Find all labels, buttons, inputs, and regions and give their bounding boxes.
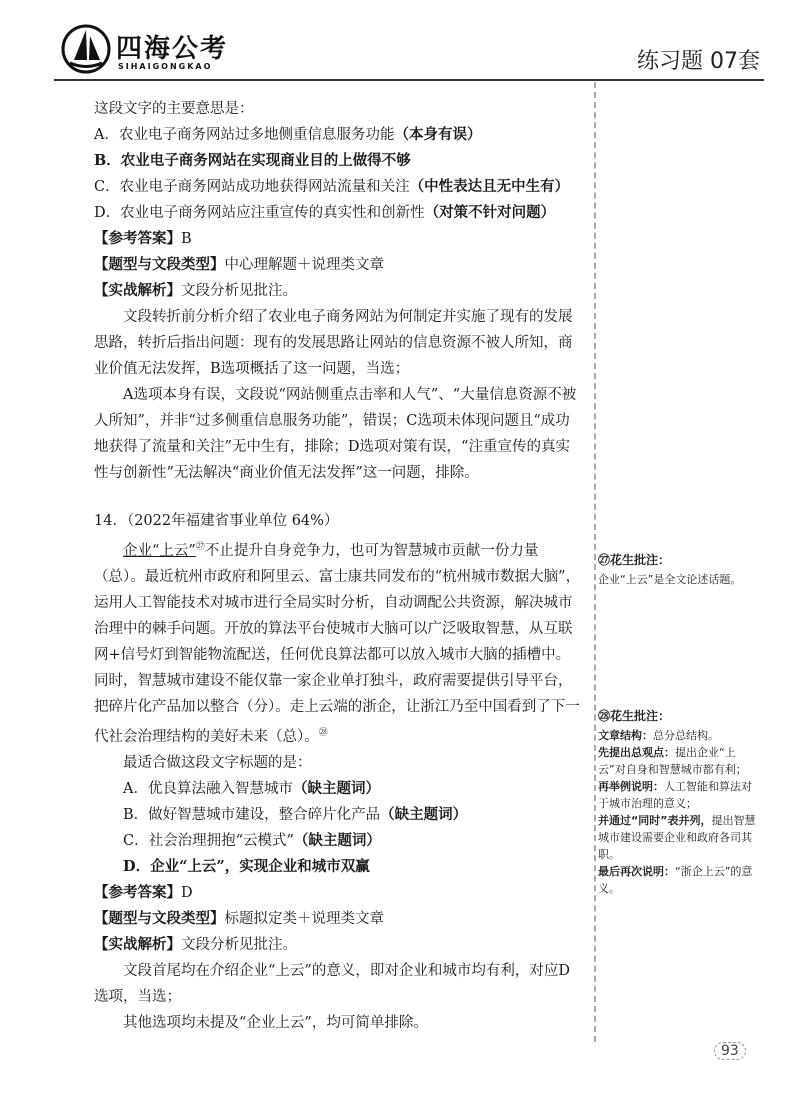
note-28-line: 先提出总观点：提出企业“上云”对自身和智慧城市都有利； bbox=[598, 746, 747, 776]
annotation-mark-28: ㉘ bbox=[318, 727, 328, 738]
q13-option-c: C．农业电子商务网站成功地获得网站流量和关注（中性表达且无中生有） bbox=[94, 178, 570, 195]
sailboat-logo-icon bbox=[60, 22, 112, 76]
note-28-line: 再举例说明：人工智能和算法对于城市治理的意义； bbox=[598, 780, 752, 810]
margin-note-28 bbox=[598, 708, 756, 897]
note-27-heading: ㉗花生批注： bbox=[598, 553, 671, 567]
q13-stem: 这段文字的主要意思是： bbox=[94, 101, 254, 117]
brand-logo bbox=[60, 22, 250, 80]
q13-option-d: D．农业电子商务网站应注重宣传的真实性和创新性（对策不针对问题） bbox=[94, 204, 556, 221]
logo-english-name: SIHAIGONGKAO bbox=[118, 62, 213, 71]
q14-option-b: B．做好智慧城市建设，整合碎片化产品（缺主题词） bbox=[123, 805, 468, 823]
margin-note-27 bbox=[598, 552, 756, 588]
note-27-body: 企业“上云”是全文论述话题。 bbox=[598, 573, 742, 586]
q13-analysis-para-1: 文段转折前分析介绍了农业电子商务网站为何制定并实施了现有的发展思路，转折后指出问题：现有的发展思路让网站的信息资源不被人所知，商业价值无法发挥，B选项概括了这一问题，当选； bbox=[94, 309, 573, 377]
q14-option-c: C．社会治理拥抱“云模式”（缺主题词） bbox=[123, 831, 381, 849]
annotation-mark-27: ㉗ bbox=[195, 542, 205, 552]
main-column bbox=[94, 96, 584, 1036]
q14-analysis-para-2: 其他选项均未提及“企业上云”，均可简单排除。 bbox=[123, 1014, 428, 1031]
exercise-set-title: 练习题 07套 bbox=[637, 49, 760, 74]
q14-type: 【题型与文段类型】标题拟定类＋说理类文章 bbox=[94, 909, 384, 927]
note-28-heading: ㉘花生批注： bbox=[598, 709, 671, 723]
q13-option-b: B．农业电子商务网站在实现商业目的上做得不够 bbox=[94, 152, 411, 169]
q14-analysis: 【实战解析】文段分析见批注。 bbox=[94, 935, 297, 953]
header-divider bbox=[54, 79, 764, 81]
note-28-line: 最后再次说明：“浙企上云”的意义。 bbox=[598, 865, 753, 895]
q14-option-d: D．企业“上云”，实现企业和城市双赢 bbox=[123, 857, 370, 875]
note-28-line: 并通过“同时”表并列，提出智慧城市建设需要企业和政府各司其职。 bbox=[598, 814, 756, 861]
q14-option-a: A．优良算法融入智慧城市（缺主题词） bbox=[123, 779, 380, 797]
q13-option-a: A．农业电子商务网站过多地侧重信息服务功能（本身有误） bbox=[94, 126, 482, 143]
q13-analysis-para-2: A选项本身有误，文段说“网站侧重点击率和人气”、“大量信息资源不被人所知”，并非“过多侧重信息服务功能”，错误；C选项未体现问题且“成功地获得了流量和关注”无中生有，排除；D选项对策有误，“注重宣传的真实性与创新性”无法解决“商业价值无法发挥”这一问题，排除。 bbox=[94, 387, 577, 481]
q13-type: 【题型与文段类型】中心理解题＋说理类文章 bbox=[94, 256, 384, 273]
margin-divider bbox=[594, 82, 596, 1042]
q14-heading: 14．（2022年福建省事业单位 64%） bbox=[94, 513, 339, 529]
note-28-line: 文章结构：总分总结构。 bbox=[598, 729, 719, 742]
q13-answer: 【参考答案】B bbox=[94, 230, 192, 247]
q14-stem: 最适合做这段文字标题的是： bbox=[123, 754, 312, 771]
q14-analysis-para-1: 文段首尾均在介绍企业“上云”的意义，即对企业和城市均有利，对应D选项，当选； bbox=[94, 962, 570, 1005]
logo-chinese-name: 四海公考 bbox=[116, 34, 229, 64]
page-number: 93 bbox=[714, 1042, 746, 1060]
q14-answer: 【参考答案】D bbox=[94, 883, 193, 901]
q13-analysis: 【实战解析】文段分析见批注。 bbox=[94, 282, 297, 299]
q14-passage: 企业“上云”$^㉗$不止提升自身竞争力，也可为智慧城市贡献一份力量（总）。最近杭州市政府和阿里云、富士康共同发布的“杭州城市数据大脑”，运用人工智能技术对城市进行全局实时分析，自动调配公共资源，解决城市治理中的棘手问题。开放的算法平台使城市大脑可以广泛吸取智慧，从互联网+信号灯到智能物流配送，任何优良算法都可以放入城市大脑的插槽中。同时，智慧城市建设不能仅靠一家企业单打独斗，政府需要提供引导平台，把碎片化产品加以整合（分）。走上云端的浙企，让浙江乃至中国看到了下一代社会治理结构的美好未来（总）。$^㉘$ bbox=[94, 542, 581, 745]
